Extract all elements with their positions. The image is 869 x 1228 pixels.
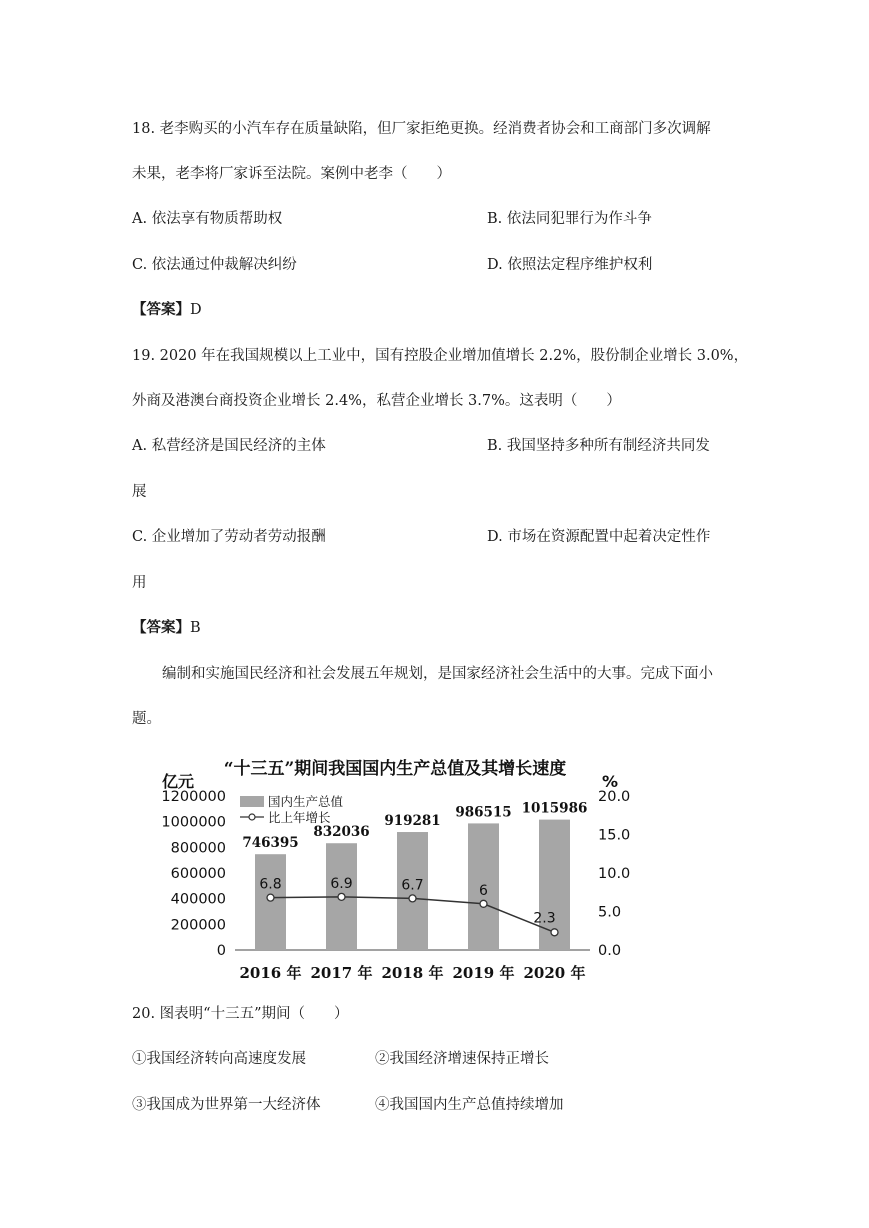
x-tick-label: 2019 年 bbox=[452, 964, 515, 982]
q20-item-3: ③我国成为世界第一大经济体 bbox=[132, 1097, 321, 1113]
q18-stem-line1: 18. 老李购买的小汽车存在质量缺陷，但厂家拒绝更换。经消费者协会和工商部门多次调解 bbox=[132, 121, 711, 137]
bar-value-label: 746395 bbox=[242, 835, 299, 852]
q19-stem-line1: 19. 2020 年在我国规模以上工业中，国有控股企业增加值增长 2.2%，股份制企业增长 3.0%， bbox=[132, 348, 749, 364]
y-tick-left: 200000 bbox=[170, 917, 226, 934]
y-tick-right: 0.0 bbox=[598, 943, 622, 959]
y-tick-right: 10.0 bbox=[598, 866, 631, 882]
answer-tag: 【答案】 bbox=[132, 619, 190, 636]
growth-point bbox=[551, 929, 558, 936]
x-tick-label: 2020 年 bbox=[523, 964, 586, 982]
q19-option-b-line1: B. 我国坚持多种所有制经济共同发 bbox=[487, 438, 710, 454]
q18-option-d: D. 依照法定程序维护权利 bbox=[487, 257, 653, 273]
q18-option-b: B. 依法同犯罪行为作斗争 bbox=[487, 211, 652, 227]
q19-option-a: A. 私营经济是国民经济的主体 bbox=[132, 438, 326, 454]
growth-point bbox=[409, 895, 416, 902]
bar-value-label: 832036 bbox=[313, 824, 370, 841]
x-tick-label: 2017 年 bbox=[310, 964, 373, 982]
q19-option-d-line2: 用 bbox=[132, 575, 147, 591]
growth-value-label: 2.3 bbox=[533, 910, 556, 927]
answer-tag: 【答案】 bbox=[132, 301, 190, 318]
q19-answer bbox=[132, 618, 201, 638]
y-tick-right: 15.0 bbox=[598, 827, 631, 844]
growth-point bbox=[267, 894, 274, 901]
q20-item-2: ②我国经济增速保持正增长 bbox=[375, 1051, 549, 1067]
y-tick-left: 400000 bbox=[170, 891, 226, 908]
q19-stem-line2: 外商及港澳台商投资企业增长 2.4%，私营企业增长 3.7%。这表明（ ） bbox=[132, 393, 621, 409]
q18-option-c: C. 依法通过仲裁解决纠纷 bbox=[132, 257, 297, 273]
growth-value-label: 6.7 bbox=[401, 877, 424, 894]
y-tick-left: 800000 bbox=[170, 840, 226, 857]
growth-value-label: 6.9 bbox=[330, 875, 353, 892]
x-tick-label: 2018 年 bbox=[381, 964, 444, 982]
legend-line-label: 比上年增长 bbox=[268, 810, 331, 825]
y-tick-right: 5.0 bbox=[598, 904, 622, 921]
x-tick-label: 2016 年 bbox=[239, 964, 302, 982]
answer-value: D bbox=[190, 302, 202, 318]
bar bbox=[255, 854, 286, 950]
q20-item-4: ④我国国内生产总值持续增加 bbox=[375, 1097, 564, 1113]
intro-line2: 题。 bbox=[132, 711, 161, 727]
y-tick-left: 600000 bbox=[170, 866, 226, 882]
q19-option-b-line2: 展 bbox=[132, 484, 147, 500]
chart-title: “十三五”期间我国国内生产总值及其增长速度 bbox=[223, 759, 567, 779]
answer-value: B bbox=[190, 620, 201, 636]
q20-item-1: ①我国经济转向高速度发展 bbox=[132, 1051, 306, 1067]
bar-value-label: 1015986 bbox=[521, 800, 588, 817]
legend-line-marker bbox=[249, 814, 255, 820]
q19-option-d-line1: D. 市场在资源配置中起着决定性作 bbox=[487, 529, 711, 545]
growth-value-label: 6 bbox=[479, 882, 488, 899]
bar-value-label: 986515 bbox=[455, 804, 512, 821]
gdp-chart bbox=[150, 742, 650, 987]
growth-value-label: 6.8 bbox=[259, 876, 282, 893]
growth-point bbox=[480, 900, 487, 907]
y-tick-left: 1200000 bbox=[161, 789, 226, 805]
q18-option-a: A. 依法享有物质帮助权 bbox=[132, 211, 283, 227]
intro-line1: 编制和实施国民经济和社会发展五年规划，是国家经济社会生活中的大事。完成下面小 bbox=[162, 666, 713, 682]
legend-bar-swatch bbox=[240, 796, 264, 807]
y-tick-left: 1000000 bbox=[161, 814, 226, 831]
q18-answer bbox=[132, 300, 202, 320]
y-tick-left: 0 bbox=[216, 943, 226, 959]
y-axis-right-label: % bbox=[602, 772, 619, 791]
q19-option-c: C. 企业增加了劳动者劳动报酬 bbox=[132, 529, 326, 545]
q18-stem-line2: 未果，老李将厂家诉至法院。案例中老李（ ） bbox=[132, 166, 451, 182]
y-tick-right: 20.0 bbox=[598, 789, 631, 805]
legend-bar-label: 国内生产总值 bbox=[268, 794, 344, 809]
bar-value-label: 919281 bbox=[384, 813, 441, 830]
growth-point bbox=[338, 893, 345, 900]
y-axis-left-label: 亿元 bbox=[162, 772, 195, 791]
q20-stem: 20. 图表明“十三五”期间（ ） bbox=[132, 1006, 349, 1022]
